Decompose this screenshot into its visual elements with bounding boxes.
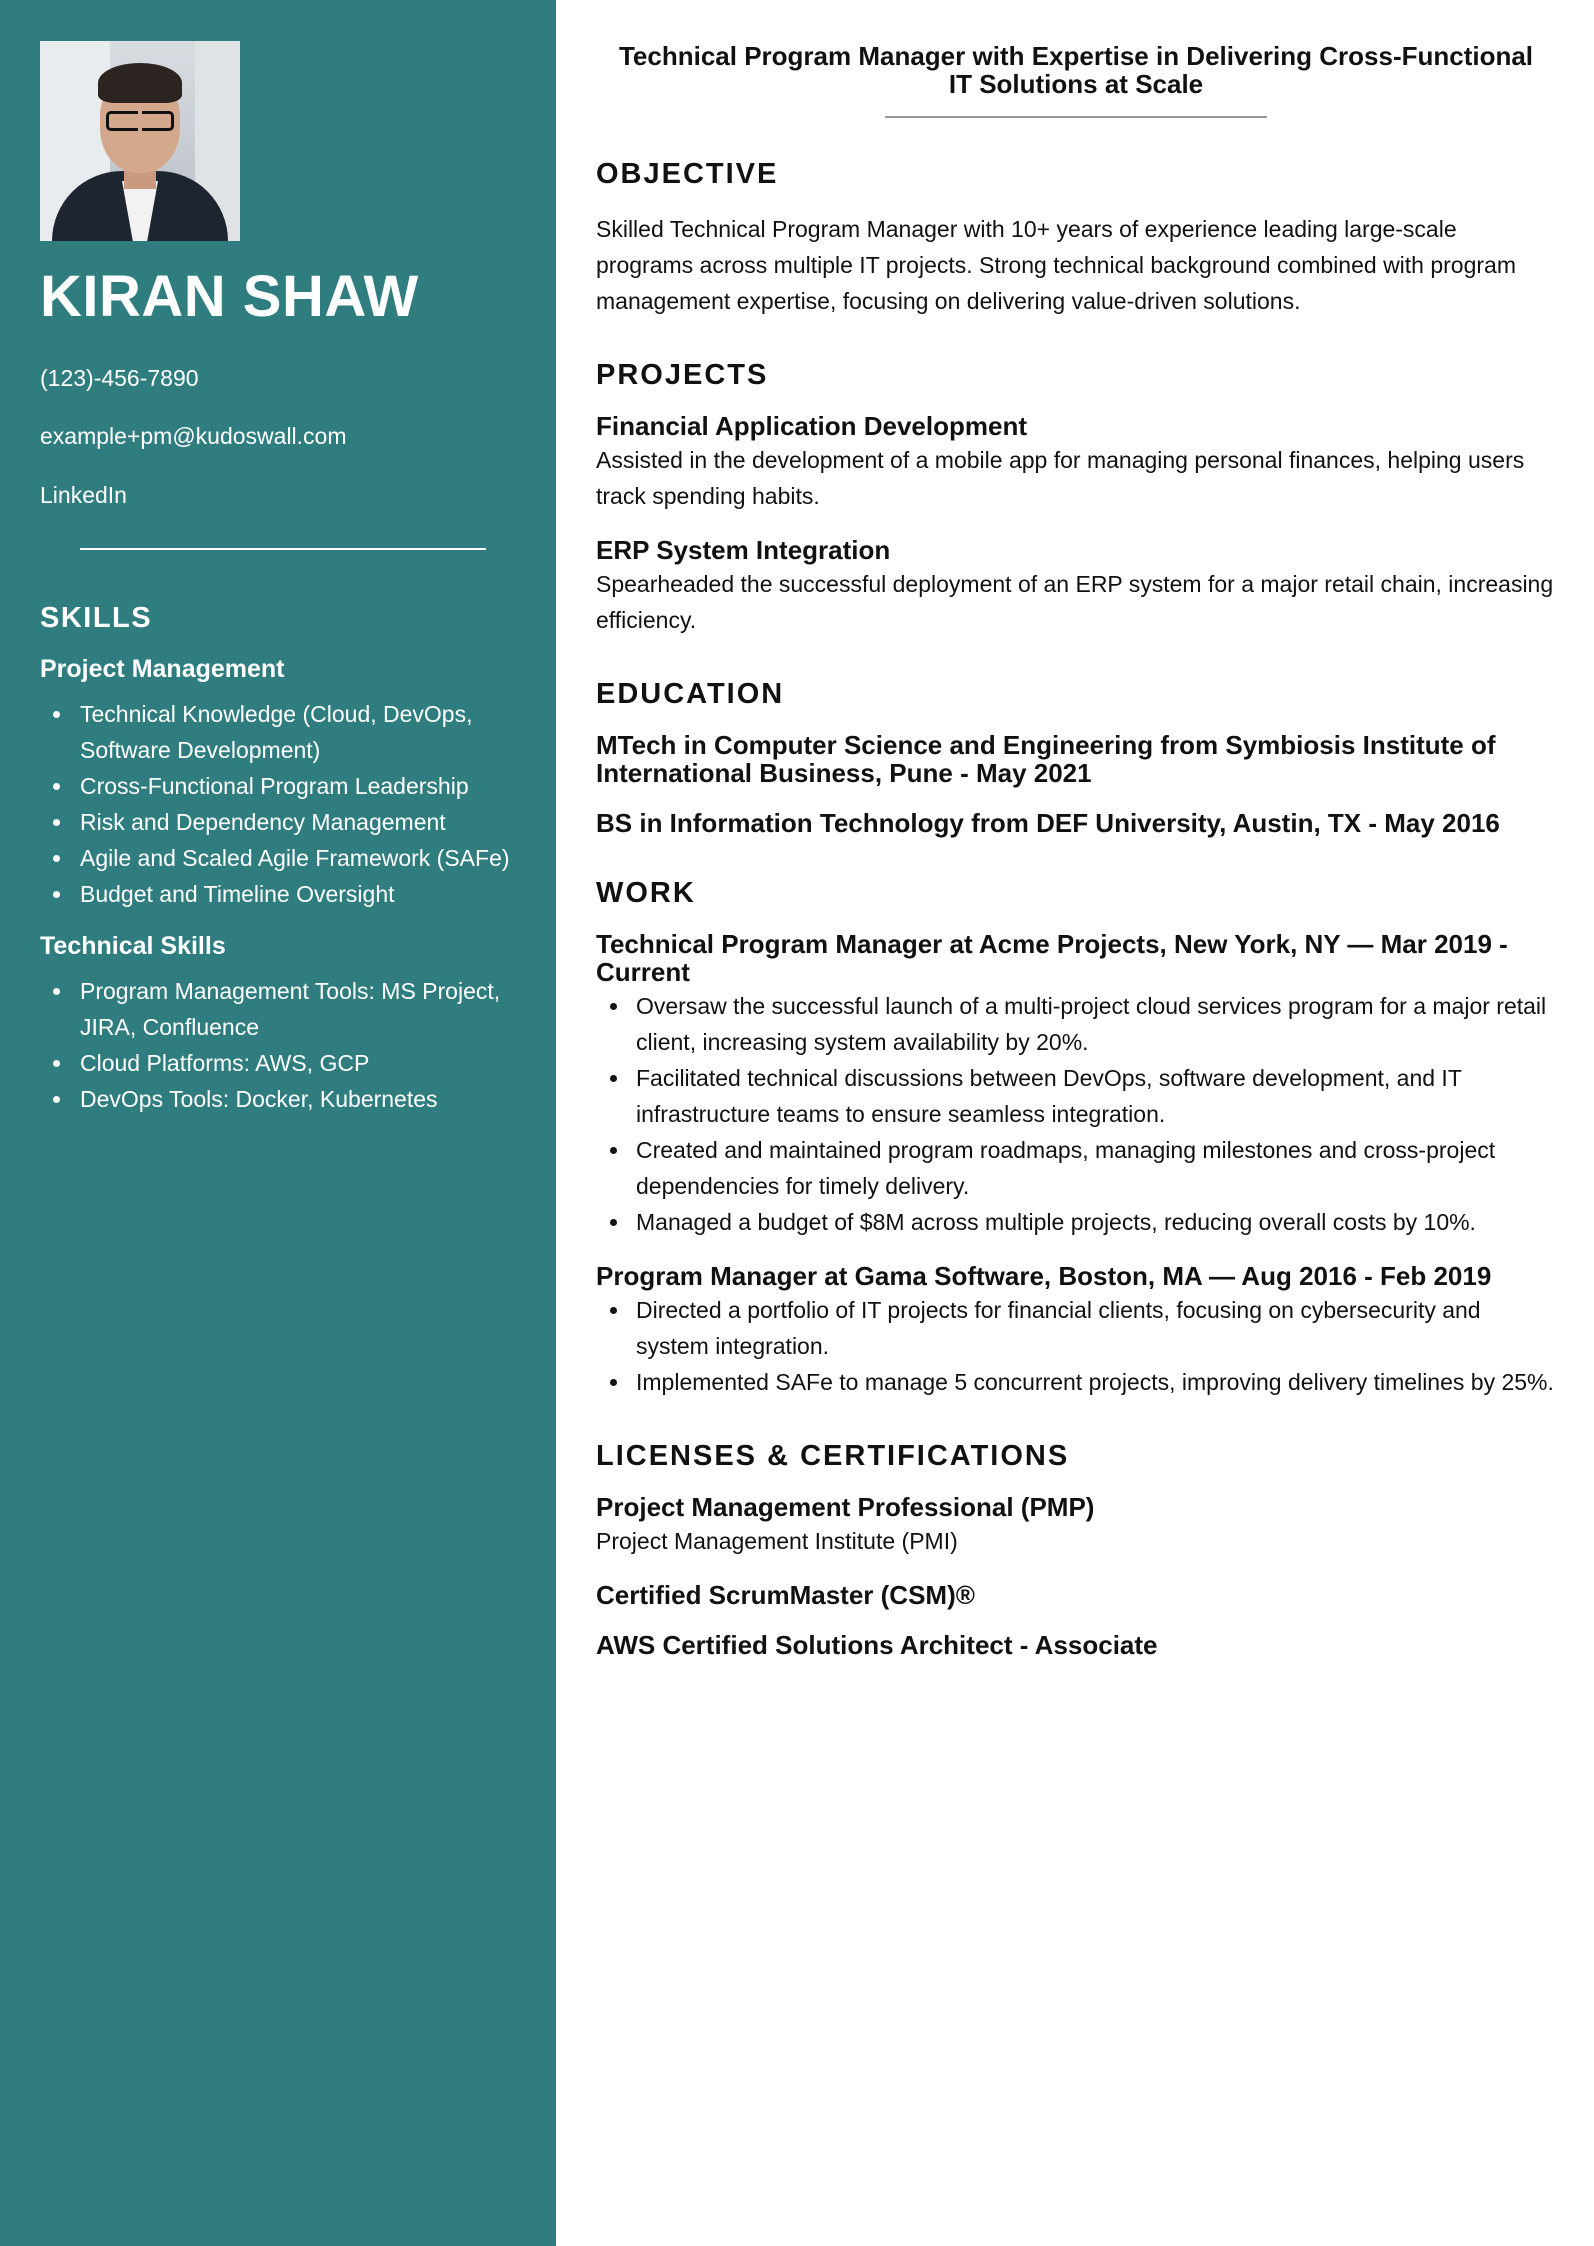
project-title: ERP System Integration [596,535,891,565]
skill-item: Risk and Dependency Management [80,804,516,840]
certification-title: AWS Certified Solutions Architect - Associate [596,1630,1158,1660]
job-bullets [596,1292,1556,1400]
job-bullet: Created and maintained program roadmaps, managing milestones and cross-project dependencies for timely delivery. [636,1132,1556,1204]
sidebar [0,0,556,2246]
email-address[interactable]: example+pm@kudoswall.com [40,423,347,450]
job-bullet: Managed a budget of $8M across multiple projects, reducing overall costs by 10%. [636,1204,1556,1240]
certification-issuer: Project Management Institute (PMI) [596,1528,958,1554]
education-entry: BS in Information Technology from DEF University, Austin, TX - May 2016 [596,808,1500,838]
job-bullet: Implemented SAFe to manage 5 concurrent projects, improving delivery timelines by 25%. [636,1364,1556,1400]
contact-info [40,365,516,510]
certification-title: Project Management Professional (PMP) [596,1492,1095,1522]
main-content [596,0,1556,1659]
skill-list [40,973,516,1117]
certification-title: Certified ScrumMaster (CSM)® [596,1580,975,1610]
job-bullets [596,988,1556,1240]
resume-headline: Technical Program Manager with Expertise in Delivering Cross-Functional IT Solutions at Scale [618,41,1534,99]
education-entry: MTech in Computer Science and Engineering from Symbiosis Institute of International Business, Pune - May 2021 [596,730,1496,788]
skill-item: Program Management Tools: MS Project, JIRA, Confluence [80,973,516,1045]
project-description: Assisted in the development of a mobile app for managing personal finances, helping users track spending habits. [596,447,1525,509]
skill-group-title: Project Management [40,654,285,683]
skills-heading: SKILLS [40,601,153,634]
skill-group-title: Technical Skills [40,931,226,960]
skill-list [40,696,516,912]
phone-number: (123)-456-7890 [40,364,199,391]
certifications-heading: LICENSES & CERTIFICATIONS [596,1440,1070,1472]
skill-item: Cloud Platforms: AWS, GCP [80,1045,516,1081]
skill-item: DevOps Tools: Docker, Kubernetes [80,1081,516,1117]
candidate-name: KIRAN SHAW [40,264,419,329]
headline-divider [885,116,1267,118]
job-bullet: Directed a portfolio of IT projects for financial clients, focusing on cybersecurity and system integration. [636,1292,1556,1364]
linkedin-link[interactable]: LinkedIn [40,481,127,508]
profile-photo [40,41,240,241]
project-title: Financial Application Development [596,411,1027,441]
objective-text: Skilled Technical Program Manager with 10+ years of experience leading large-scale programs across multiple IT projects. Strong technical background combined with program management expertise, focusing on delivering value-driven solutions. [596,216,1516,314]
work-heading: WORK [596,877,696,909]
skill-item: Cross-Functional Program Leadership [80,768,516,804]
skill-item: Budget and Timeline Oversight [80,876,516,912]
education-heading: EDUCATION [596,678,785,710]
skill-item: Agile and Scaled Agile Framework (SAFe) [80,840,516,876]
objective-heading: OBJECTIVE [596,158,779,190]
skill-item: Technical Knowledge (Cloud, DevOps, Software Development) [80,696,516,768]
project-description: Spearheaded the successful deployment of an ERP system for a major retail chain, increasing efficiency. [596,571,1554,633]
job-bullet: Oversaw the successful launch of a multi-project cloud services program for a major retail client, increasing system availability by 20%. [636,988,1556,1060]
job-title: Program Manager at Gama Software, Boston, MA — Aug 2016 - Feb 2019 [596,1261,1492,1291]
sidebar-divider [80,548,486,550]
projects-heading: PROJECTS [596,359,769,391]
job-title: Technical Program Manager at Acme Projects, New York, NY — Mar 2019 - Current [596,929,1508,987]
job-bullet: Facilitated technical discussions between DevOps, software development, and IT infrastructure teams to ensure seamless integration. [636,1060,1556,1132]
